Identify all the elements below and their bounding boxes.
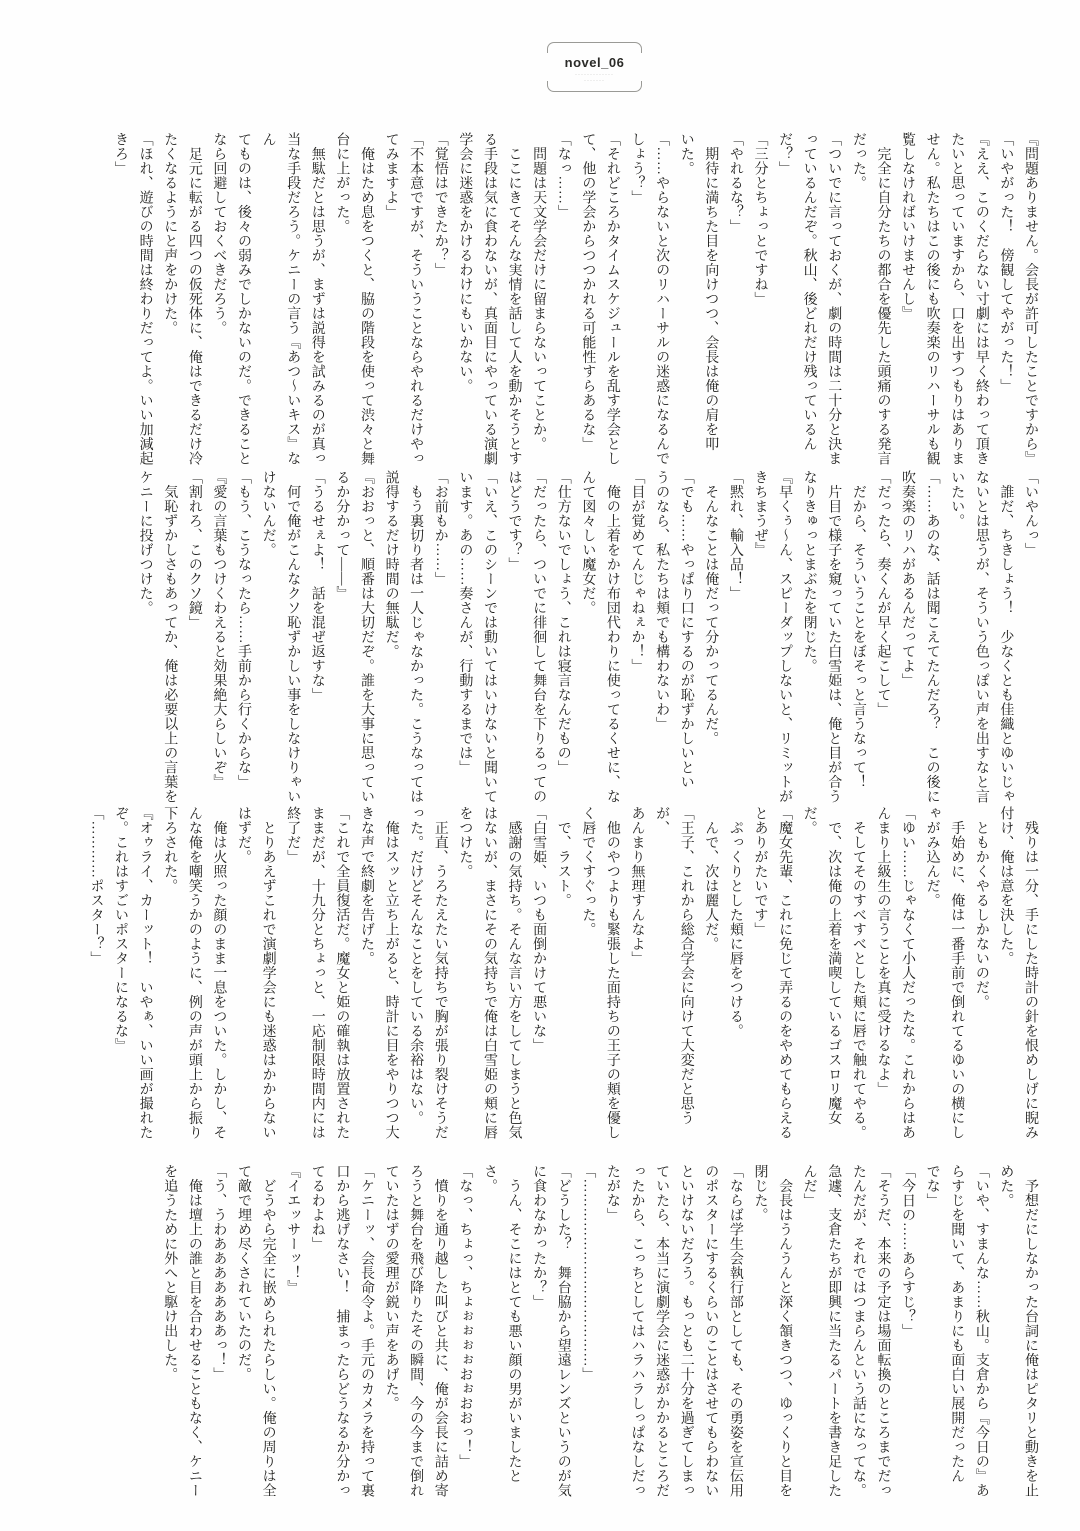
text-column: 残りは一分、手にした時計の針を恨めしげに睨み: [1023, 806, 1038, 1140]
text-column: 会長はうんうんと深く頷きつつ、ゆっくりと目を: [777, 1164, 793, 1498]
text-column: しょう？」: [629, 132, 645, 205]
text-column: ろうと舞台を飛び降りたその瞬間、今の今まで倒れ: [408, 1164, 424, 1498]
text-column: なら回避しておくべきだろう。: [211, 132, 227, 335]
text-column: てものは、後々の弱みでしかないのだ。できること: [236, 132, 251, 466]
text-column: だ？」: [777, 132, 793, 176]
text-column: ぞ。これはすごいポスターになるな』: [113, 806, 129, 1053]
text-column: 学会に迷惑をかけるわけにもいかない。: [457, 132, 473, 393]
text-column: 「仕方ないでしょう、これは寝言なんだもの」: [555, 470, 571, 775]
text-column: て、他の学会からつつかれる可能性すらあるな」: [580, 132, 596, 451]
text-column: て敵で埋め尽くされていたのだ。: [236, 1164, 251, 1382]
text-column: る手段は気に食わないが、真面目にやっている演劇: [481, 132, 497, 466]
text-column: っているんだぞ。秋山、後どれだけ残っているん: [801, 132, 817, 451]
text-column: 「なっ……」: [555, 132, 571, 219]
text-column: 「でも……やっぱり口にするのが恥ずかしいとい: [678, 470, 694, 789]
text-column: うん、そこにはとても悪い顔の男がいましたとさ。: [481, 1164, 522, 1483]
text-column: 「いやがった！ 傍観してやがった！」: [998, 132, 1014, 393]
text-column: といけないだろう。もっとも二十分を過ぎてしまっ: [678, 1164, 694, 1498]
text-column: んで、次は麗人だ。: [703, 806, 719, 951]
badge-bottom-bracket: [547, 81, 642, 92]
text-column: 当な手段だろう。ケニーの言う『あつ〜いキス』なん: [260, 132, 301, 466]
text-column: 「これで全員復活だ。魔女と姫の確執は放置された: [334, 806, 350, 1140]
text-column: うのなら、私たちは頬でも構わないわ」: [654, 470, 670, 731]
text-column: 閉じた。: [752, 1164, 768, 1222]
text-column: 「いえ、このシーンでは動いてはいけないと聞いて: [481, 470, 497, 804]
text-column: 俺の上着をかけ布団代わりに使ってるくせに、な: [604, 470, 620, 804]
text-column: ゃがみ込んだ。: [924, 806, 940, 908]
text-column: った。だけどそんなことをしている余裕はない。: [408, 806, 424, 1125]
text-column: 「…………ポスター？」: [88, 806, 104, 966]
text-column: そしてそのすべすべとした頬に唇で触れてやる。: [850, 806, 866, 1140]
text-column: に食わなかったか？」: [531, 1164, 547, 1309]
text-column: います。あの……奏さんが、行動するまでは」: [457, 470, 473, 775]
text-column: ともかくやるしかないのだ。: [973, 806, 989, 1009]
text-column: はずだ。: [236, 806, 251, 864]
text-column: たがな」: [604, 1164, 620, 1222]
text-column: 「う、うわあああああああっ！」: [211, 1164, 227, 1382]
text-column: ケニーに投げつけた。: [137, 470, 153, 615]
text-column: 俺はため息をつくと、脇の階段を使って渋々と舞: [358, 132, 374, 466]
text-column: 何で俺がこんなクソ恥ずかしい事をしなけりゃい: [285, 470, 301, 804]
novel-text-block-1: [107, 132, 1042, 476]
text-column: せん。私たちはこの後にも吹奏楽のリハーサルも観: [924, 132, 940, 466]
text-column: 誰だ、ちきしょう！ 少なくとも佳織とゆいじゃ: [998, 470, 1014, 804]
text-column: 「だったら、奏くんが早く起こして」: [875, 470, 891, 717]
text-column: 『ええ、このくだらない寸劇には早く終わって頂き: [973, 132, 989, 466]
text-column: だった。: [850, 132, 866, 190]
text-column: のポスターにするくらいのことはさせてもらわない: [703, 1164, 719, 1498]
text-column: きちまうぜ』: [752, 470, 768, 557]
text-column: 予想だにしなかった台詞に俺はピタリと動きを止: [1023, 1164, 1038, 1498]
text-column: んだ」: [801, 1164, 817, 1208]
text-column: きろ」: [113, 132, 129, 176]
text-column: 「……あのな、話は聞こえてたんだろ？ この後に: [924, 470, 940, 804]
text-column: 「うるせぇよ！ 話を混ぜ返すな」: [309, 470, 325, 702]
text-column: 口から逃げなさい！ 捕まったらどうなるか分かっ: [334, 1164, 350, 1498]
novel-text-block-2: [132, 470, 1042, 814]
text-column: く唇でくすぐった。: [580, 806, 596, 937]
text-column: 「だったら、ついでに徘徊して舞台を下りるっての: [531, 470, 547, 804]
text-column: 『早くぅ〜ん、スピーダップしないと、リミットが: [777, 470, 793, 804]
text-column: 問題は天文学会だけに留まらないってことか。: [531, 132, 547, 451]
text-column: 「白雪姫、いつも面倒かけて悪いな」: [531, 806, 547, 1053]
text-column: 他のやつよりも緊張した面持ちの王子の頬を優し: [604, 806, 620, 1140]
text-column: とありがたいです」: [752, 806, 768, 937]
text-column: 俺は壇上の誰と目を合わせることもなく、ケニー: [186, 1164, 202, 1498]
text-column: 足元に転がる四つの仮死体に、俺はできるだけ冷: [186, 132, 202, 466]
text-column: らすじを聞いて、あまりにも面白い展開だったん: [949, 1164, 965, 1483]
text-column: たいと思っていますから、口を出すつもりはありま: [949, 132, 965, 466]
text-column: 「……やらないと次のリハーサルの迷惑になるんで: [654, 132, 670, 466]
text-column: 「黙れ、輸入品！」: [727, 470, 743, 601]
text-column: どうやら完全に嵌められたらしい。俺の周りは全: [260, 1164, 276, 1498]
text-column: いた。: [678, 132, 694, 176]
text-column: 「もう、こうなったら……手前から行くからな」: [236, 470, 251, 789]
text-column: 「覚悟はできたか？」: [432, 132, 448, 277]
novel-text-block-4: [157, 1164, 1042, 1508]
text-column: 手始めに、俺は一番手前で倒れてるゆいの横にし: [949, 806, 965, 1140]
text-column: あんまり無理すんなよ」: [629, 806, 645, 966]
text-column: 説得するだけ時間の無駄だ。: [383, 470, 399, 659]
badge-caption-line2: ･･･････: [584, 78, 605, 83]
text-column: 「ついでに言っておくが、劇の時間は二十分と決ま: [826, 132, 842, 466]
text-column: 俺はスッと立ち上がると、時計に目をやりつつ大: [383, 806, 399, 1140]
text-column: 「ゆい……じゃなくて小人だったな。これからはあ: [900, 806, 916, 1140]
novel-text-block-3: [83, 806, 1042, 1150]
text-column: たんだが、それではつまらんという話になってな。: [850, 1164, 866, 1498]
text-column: 「…………………………………」: [580, 1164, 596, 1382]
text-column: 「不本意ですが、そういうことならやれるだけやっ: [408, 132, 424, 466]
text-column: 無駄だとは思うが、まずは説得を試みるのが真っ: [309, 132, 325, 466]
text-column: で、ラスト。: [555, 806, 571, 908]
text-column: 「なっ、ちょっ、ちょぉぉぉぉおぉおおっ！」: [457, 1164, 473, 1469]
text-column: 片目で様子を窺っていた白雪姫は、俺と目が合う: [826, 470, 842, 804]
text-column: そんなことは俺だって分かってるんだ。: [703, 470, 719, 746]
text-column: 「お前もか……」: [432, 470, 448, 586]
text-column: を追うために外へと駆け出した。: [162, 1164, 178, 1382]
text-column: 付け、俺は意を決した。: [998, 806, 1014, 966]
badge-top-bracket: [547, 42, 642, 53]
text-column: きな声で終劇を告げた。: [358, 806, 374, 966]
text-column: 『愛の言葉もつけくわえると効果絶大らしいぞ』: [211, 470, 227, 789]
text-column: とりあえずこれで演劇学会にも迷惑はかからない: [260, 806, 276, 1140]
text-column: 「魔女先輩、これに免じて弄るのをやめてもらえる: [777, 806, 793, 1140]
text-column: 「王子、これから総合学会に向けて大変だと思うが、: [654, 806, 694, 1125]
text-column: 『おおっと、順番は大切だぞ。誰を大事に思ってい: [358, 470, 374, 804]
text-column: 完全に自分たちの都合を優先した頭痛のする発言: [875, 132, 891, 466]
text-column: で、次は俺の上着を満喫しているゴスロリ魔女だ。: [801, 806, 842, 1125]
text-column: だから、そういうことをぼそっと言うなって！: [850, 470, 866, 789]
text-column: 『オゥライ、カーット！ いやぁ、いい画が撮れた: [137, 806, 153, 1140]
text-column: 「ケニーッ、会長命令よ。手元のカメラを持って裏: [358, 1164, 374, 1498]
text-column: ここにきてそんな実情を話して人を動かそうとす: [506, 132, 522, 466]
text-column: ていたら、本当に演劇学会に迷惑がかかるところだ: [654, 1164, 670, 1498]
text-column: けないんだ。: [260, 470, 276, 557]
text-column: 憤りを通り越した叫びと共に、俺が会長に詰め寄: [432, 1164, 448, 1498]
text-column: をつけた。: [457, 806, 473, 879]
text-column: 「いや、すまんな……秋山。支倉から『今日の』あ: [973, 1164, 989, 1498]
badge-caption-line1: ･････････････: [575, 72, 614, 77]
text-column: 『問題ありません。会長が許可したことですから』: [1023, 132, 1038, 466]
text-column: 台に上がった。: [334, 132, 350, 234]
text-column: 正直、うろたえたい気持ちで胸が張り裂けそうだ: [432, 806, 448, 1140]
text-column: 「ならば学生会執行部としても、その勇姿を宣伝用: [727, 1164, 743, 1498]
text-column: 吹奏楽のリハがあるんだってよ」: [900, 470, 916, 688]
text-column: 『イエッサーッ！』: [285, 1164, 301, 1295]
text-column: 下ろされた。: [162, 806, 178, 893]
text-column: 気恥ずかしさもあってか、俺は必要以上の言葉を: [162, 470, 178, 804]
text-column: めた。: [998, 1164, 1014, 1208]
text-column: はないが、まさにその気持ちで俺は白雪姫の頬に唇: [481, 806, 497, 1140]
text-column: 期待に満ちた目を向けつつ、会長は俺の肩を叩: [703, 132, 719, 451]
text-column: ったから、こっちとしてはハラハラしっぱなしだっ: [629, 1164, 645, 1498]
text-column: ていたはずの愛理が鋭い声をあげた。: [383, 1164, 399, 1411]
text-column: るか分かって――』: [334, 470, 350, 601]
text-column: 「それどころかタイムスケジュールを乱す学会とし: [604, 132, 620, 466]
text-column: はどうです？」: [506, 470, 522, 572]
text-column: 「ほれ、遊びの時間は終わりだってよ。いい加減起: [137, 132, 153, 466]
text-column: んな俺を嘲笑うかのように、例の声が頭上から振り: [186, 806, 202, 1140]
text-column: たくなるようにと声をかけた。: [162, 132, 178, 335]
text-column: もう裏切り者は一人じゃなかった。こうなっては: [408, 470, 424, 804]
text-column: 「いやんっ」: [1023, 470, 1038, 557]
text-column: ないとは思うが、そういう色っぽい声を出すなと言: [973, 470, 989, 804]
text-column: 「そうだ、本来の予定は場面転換のところまでだっ: [875, 1164, 891, 1498]
text-column: 「どうした？ 舞台脇から望遠レンズというのが気: [555, 1164, 571, 1498]
text-column: 感謝の気持ち。そんな言い方をしてしまうと色気: [506, 806, 522, 1140]
text-column: なりきゅっとまぶたを閉じた。: [801, 470, 817, 673]
text-column: ままだが、十九分とちょっと、一応制限時間内には: [309, 806, 325, 1140]
text-column: 「三分とちょっとですね」: [752, 132, 768, 306]
text-column: 覧しなければいけませんし』: [900, 132, 916, 321]
text-column: 終了だ」: [285, 806, 301, 864]
page-title: novel_06: [564, 55, 625, 70]
text-column: いたい。: [949, 470, 965, 528]
text-column: てるわよね」: [309, 1164, 325, 1251]
text-column: てみますよ」: [383, 132, 399, 219]
text-column: 「今日の……あらすじ？」: [900, 1164, 916, 1338]
text-column: んて図々しい魔女だ。: [580, 470, 596, 615]
text-column: んまり上級生の言うことを真に受けるなよ」: [875, 806, 891, 1096]
text-column: ぷっくりとした頬に唇をつける。: [727, 806, 743, 1038]
text-column: 俺は火照った顔のまま一息をついた。しかし、そ: [211, 806, 227, 1140]
text-column: 「やれるな？」: [727, 132, 743, 234]
text-column: 「目が覚めてんじゃねぇか！」: [629, 470, 645, 673]
text-column: 「割れろ、このクソ鏡」: [186, 470, 202, 630]
header-badge: [547, 42, 642, 92]
text-column: でな」: [924, 1164, 940, 1208]
text-column: 急遽、支倉たちが即興に当たるパートを書き足した: [826, 1164, 842, 1498]
